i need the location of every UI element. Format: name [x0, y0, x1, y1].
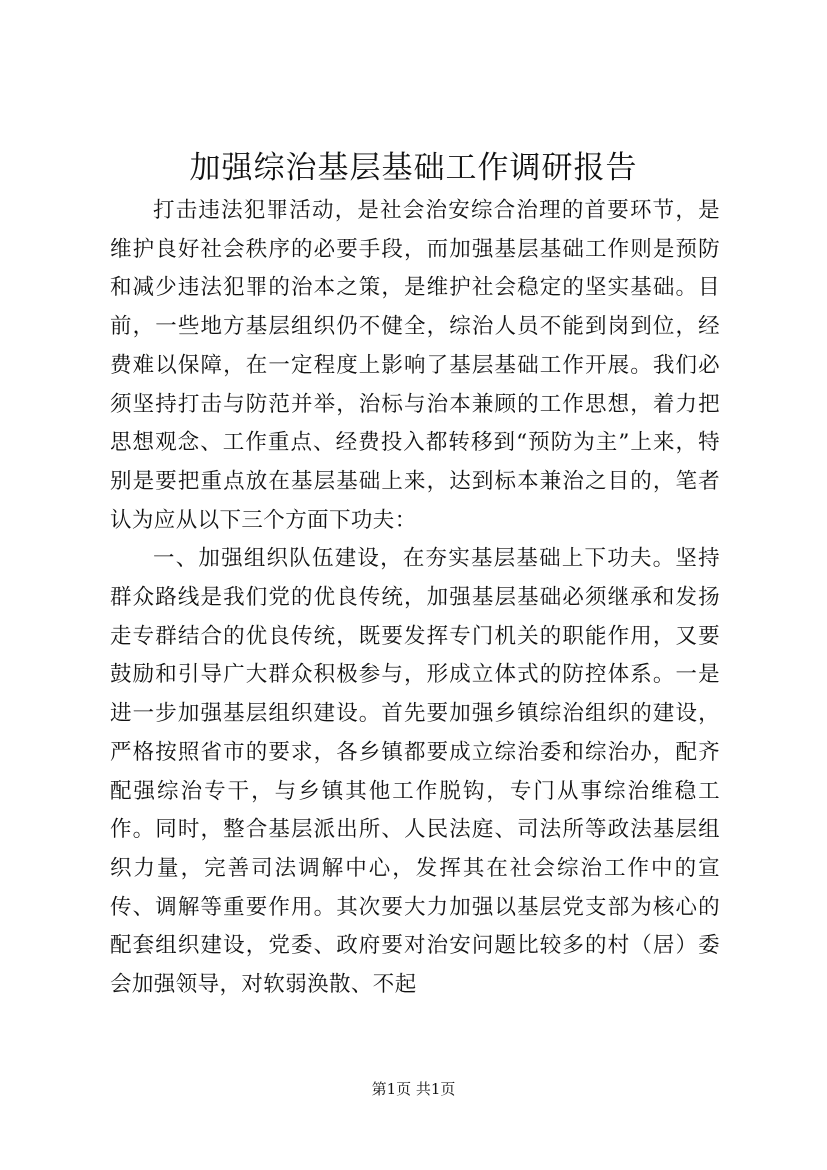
document-body: [110, 192, 720, 1005]
paragraph-section-one: 一、加强组织队伍建设，在夯实基层基础上下功夫。坚持群众路线是我们党的优良传统，加强基层基础必须继承和发扬走专群结合的优良传统，既要发挥专门机关的职能作用，又要鼓励和引导广大群众积极参与，形成立体式的防控体系。一是进一步加强基层组织建设。首先要加强乡镇综治组织的建设，严格按照省市的要求，各乡镇都要成立综治委和综治办，配齐配强综治专干，与乡镇其他工作脱钩，专门从事综治维稳工作。同时，整合基层派出所、人民法庭、司法所等政法基层组织力量，完善司法调解中心，发挥其在社会综治工作中的宣传、调解等重要作用。其次要大力加强以基层党支部为核心的配套组织建设，党委、政府要对治安问题比较多的村（居）委会加强领导，对软弱涣散、不起: [110, 546, 720, 998]
paragraph-intro: 打击违法犯罪活动，是社会治安综合治理的首要环节，是维护良好社会秩序的必要手段，而加强基层基础工作则是预防和减少违法犯罪的治本之策，是维护社会稳定的坚实基础。目前，一些地方基层组织仍不健全，综治人员不能到岗到位，经费难以保障，在一定程度上影响了基层基础工作开展。我们必须坚持打击与防范并举，治标与治本兼顾的工作思想，着力把思想观念、工作重点、经费投入都转移到“预防为主”上来，特别是要把重点放在基层基础上来，达到标本兼治之目的，笔者认为应从以下三个方面下功夫：: [110, 198, 720, 533]
page-number: 第1页 共1页: [371, 1080, 456, 1098]
document-title: 加强综治基层基础工作调研报告: [189, 150, 638, 186]
